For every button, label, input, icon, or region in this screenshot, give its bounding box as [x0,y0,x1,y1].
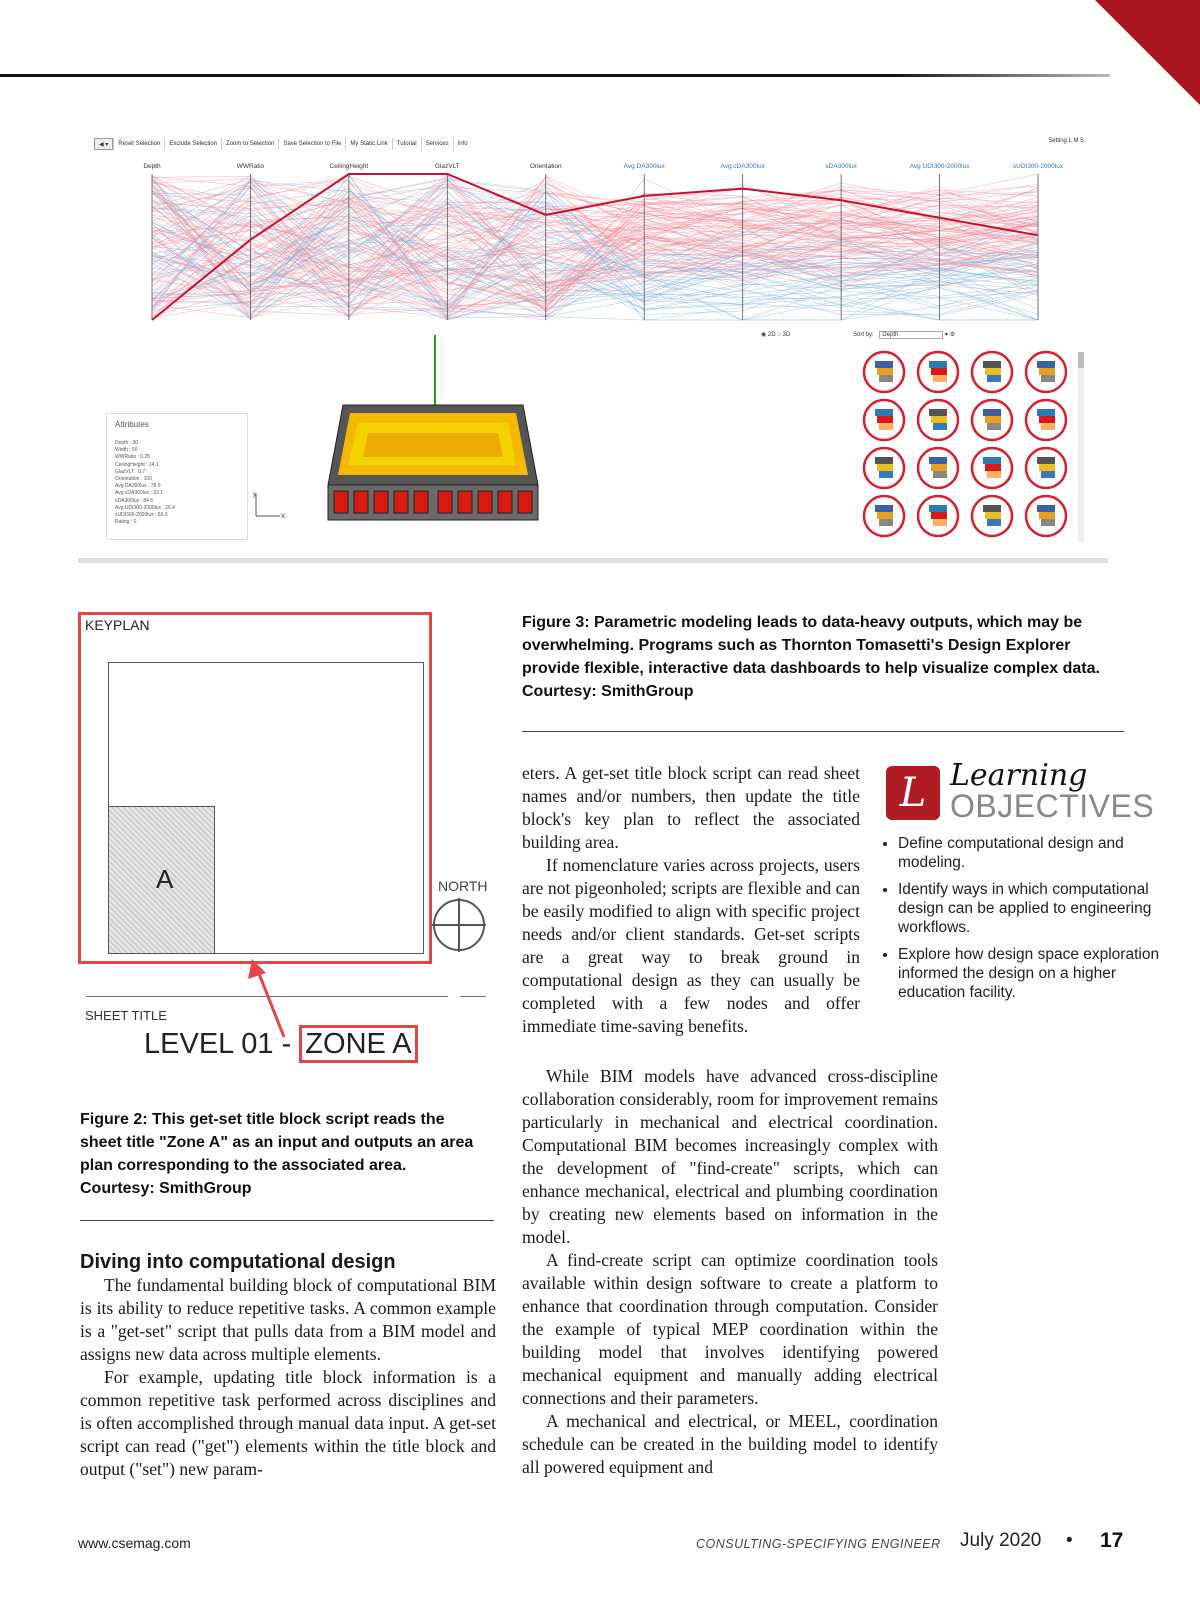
design-thumbnail[interactable] [918,448,958,488]
toolbar-services[interactable]: Services [421,138,453,150]
design-thumbnail[interactable] [1026,352,1066,392]
axis-label: Depth [143,163,161,170]
title-block-rule [86,996,448,997]
paragraph: A mechanical and electrical, or MEEL, coordination schedule can be created in the building model to identify all powered equipment and [522,1411,938,1477]
caption-rule-left [80,1220,494,1221]
paragraph: For example, updating title block information is a common repetitive task performed across disciplines and is often accomplished through manual data input. A get-set script can read ("get") elements within the title block and output ("set") new param- [80,1367,496,1479]
zone-text: ZONE A [299,1025,417,1063]
axis-label: Avg UDI300-2000lux [909,163,970,170]
caption-rule-right [522,731,1124,732]
toolbar-settings[interactable]: Setting L M S [1048,138,1084,144]
zone-letter: A [156,864,174,894]
design-thumbnail[interactable] [1026,496,1066,536]
design-thumbnail[interactable] [972,352,1012,392]
design-thumbnail[interactable] [864,400,904,440]
paragraph: A find-create script can optimize coordination tools available within design software to create a platform to enhance that coordination through computation. Consider the example of typical MEP coordination within the building model that involves identifying powered mechanical equipment and manually adding electrical connections and their parameters. [522,1250,938,1408]
footer-bullet: • [1066,1530,1073,1551]
figure-2-caption: Figure 2: This get-set title block script reads the sheet title "Zone A" as an input and outputs an area plan corresponding to the associated area. Courtesy: SmithGroup [80,1111,474,1197]
svg-text:x: x [281,511,285,520]
design-thumbnail[interactable] [918,496,958,536]
attribute-line: GlazVLT : 0.7 [115,468,146,475]
figure-2-keyplan [78,612,508,1072]
learning-objectives-list [884,834,1166,1010]
toolbar-reset[interactable]: Reset Selection [113,138,164,150]
paragraph: The fundamental building block of computational BIM is its ability to reduce repetitive tasks. A common example is a "get-set" script that pulls data from a BIM model and assigns new data across multiple elements. [80,1275,496,1364]
axis-label: CeilingHeight [329,163,369,170]
middle-column [522,762,860,1038]
design-thumbnail-grid[interactable] [858,350,1088,540]
attribute-line: Avg UDI300-2000lux : 26.4 [115,504,175,511]
sort-label: Sort by: [853,332,874,338]
footer-magazine: CONSULTING-SPECIFYING ENGINEER [696,1537,941,1551]
design-thumbnail[interactable] [972,448,1012,488]
svg-text:y: y [253,491,257,498]
sheet-title-label: SHEET TITLE [85,1008,167,1023]
parallel-coordinates-plot[interactable] [138,160,1064,330]
toolbar-save[interactable]: Save Selection to File [278,138,345,150]
axis-label: sUDI300-2000lux [1012,163,1064,170]
level-text: LEVEL 01 - [144,1028,300,1060]
section-heading: Diving into computational design [80,1251,396,1273]
wide-column [522,1065,938,1479]
learning-title-caps: OBJECTIVES [950,788,1155,824]
design-thumbnail[interactable] [918,400,958,440]
north-arrow-icon [430,896,488,954]
toolbar-static-link[interactable]: My Static Link [345,138,391,150]
attribute-line: Avg cDA300lux : 93.1 [115,490,163,497]
horizontal-scrollbar[interactable] [78,558,1108,563]
corner-accent [1095,0,1200,105]
axis-label: Avg cDA300lux [720,163,765,170]
toolbar-exclude[interactable]: Exclude Selection [164,138,221,150]
axis-label: sDA300lux [825,163,857,170]
design-thumbnail[interactable] [864,352,904,392]
attribute-line: Depth : 30 [115,440,139,446]
axis-label: Orientation [529,163,562,170]
attributes-title: Attributes [115,420,149,429]
paragraph: While BIM models have advanced cross-discipline collaboration considerably, room for improvement remains particularly in mechanical and electrical coordination. Computational BIM becomes increasingly complex with the development of "find-create" scripts, which can enhance mechanical, electrical and plumbing coordination by creating new elements based on information in the model. [522,1066,938,1247]
attributes-list [115,440,175,526]
design-thumbnail[interactable] [1026,400,1066,440]
footer-url[interactable]: www.csemag.com [78,1535,191,1551]
axis-label: Avg DA300lux [623,163,665,170]
header-rule [0,74,1110,77]
title-block-rule-short [460,996,486,997]
attribute-line: Width : 50 [115,447,138,454]
left-body [80,1274,496,1481]
paragraph: If nomenclature varies across projects, users are not pigeonholed; scripts are flexible and can be easily modified to align with specific project needs and/or client standards. Get-set scripts are a great way to break ground in computational design as they can usually be completed with a few nodes and offer immediate time-saving benefits. [522,855,860,1036]
sort-select[interactable]: Depth [879,331,943,339]
attribute-line: WWRatio : 0.25 [115,454,151,461]
attribute-line: Avg DA300lux : 78.9 [115,483,161,490]
objective-item: • Explore how design space exploration informed the design on a higher education facility. [898,945,1166,1002]
design-thumbnail[interactable] [864,448,904,488]
figure-3-screenshot [78,130,1108,570]
paragraph: eters. A get-set title block script can read sheet names and/or numbers, then update the title block's key plan to reflect the associated building area. [522,763,860,852]
attributes-panel [106,413,248,540]
attribute-line: Orientation : 100 [115,476,152,483]
attribute-line: sUDI300-2000lux : 56.3 [115,512,168,519]
axis-label: GlazVLT [434,163,460,170]
toolbar-info[interactable]: Info [453,138,472,150]
thumbnail-scrollbar[interactable] [1078,352,1084,542]
design-thumbnail[interactable] [1026,448,1066,488]
toolbar-tutorial[interactable]: Tutorial [392,138,421,150]
toolbar-nav-icon[interactable]: ◀ ▾ [94,138,113,150]
design-thumbnail[interactable] [972,496,1012,536]
design-thumbnail[interactable] [918,352,958,392]
design-thumbnail[interactable] [864,496,904,536]
toolbar-zoom[interactable]: Zoom to Selection [221,138,278,150]
footer-date: July 2020 [960,1530,1042,1551]
sort-control[interactable] [853,331,955,339]
left-column [80,1250,496,1481]
learning-title-script: Learning [950,758,1088,793]
3d-room-model[interactable] [328,335,538,565]
axis-gizmo-icon [250,490,290,520]
north-label: NORTH [438,878,488,894]
sheet-title-text [144,1028,418,1061]
settings-icon[interactable]: ⚙ [949,332,956,338]
learning-objectives-badge: L [886,766,940,820]
figure-3-caption: Figure 3: Parametric modeling leads to data-heavy outputs, which may be overwhelming. Programs such as Thornton Tomasetti's Design Explorer provide flexible, interactive data dashboards to help visualize complex data. Courtesy: SmithGroup [522,614,1100,700]
axis-label: WWRatio [236,163,265,170]
page-number: 17 [1100,1529,1124,1552]
objective-item: • Define computational design and modeling. [898,834,1166,872]
attribute-line: sDA300lux : 84.6 [115,497,154,504]
attribute-line: Rating : 0 [115,519,137,526]
objective-item: • Identify ways in which computational design can be applied to engineering workflows. [898,880,1166,937]
chevron-down-icon: ▾ [945,332,949,338]
design-thumbnail[interactable] [972,400,1012,440]
attribute-line: CeilingHeight : 14.1 [115,461,159,468]
view-mode-toggle[interactable]: ◉ 2D ○ 3D [761,332,791,338]
design-explorer-toolbar [94,138,472,150]
keyplan-label: KEYPLAN [85,617,150,633]
